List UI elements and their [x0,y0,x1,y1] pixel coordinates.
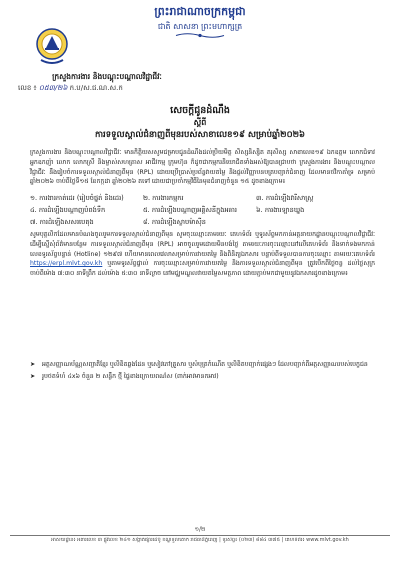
check-bullet-icon: ➤ [30,361,36,368]
notice-subject: ការទទួលស្គាល់ជំនាញពីមុនរបស់សាខាលេខ១៩ សម្រាប់ឆ្នាំ២០២៦ [94,130,306,140]
skill-item: ៨. ការដំឡើងស្លាបម៉ាស៊ីន [143,218,206,226]
reference-handwritten-number: ០៥៣ [38,84,55,92]
notice-title: សេចក្តីជូនដំណឹង [170,105,230,116]
requirement-item [30,372,375,382]
requirement-text: រូបថតទំហំ ៤x៦ ចំនួន ២ សន្លឹក ថ្មី ផ្ទៃខាងក្រោយពណ៌ស (ពាក់អាវមានកអាវ) [42,372,219,380]
registration-link[interactable]: https://erpl.mlvt.gov.kh [30,260,103,268]
registration-paragraph [30,230,375,279]
requirement-item [30,360,375,370]
reference-tail: ក.ប/ស.ជ.ណ.ស.ក [69,84,123,92]
requirements-list [30,360,375,384]
reference-number [18,84,123,94]
registration-text: សូមបុគ្គលិកដែលមានបំណងចូលរួមការទទួលស្គាល់ជំនាញពីមុន សូមចុះឈ្មោះតាមរយៈ គេហទំព័រ ឬទូរស័ព្ទមកកាន់អគ្គនាយកដ្ឋានបណ្តុះបណ្តាលវិជ្ជាជីវៈ ដើម្បីស្នើសុំព័ត៌មានបន្ថែម ការទទួលស្គាល់ជំនាញពីមុន (RPL) អាចចូលរួមដោយមិនបង់ថ្លៃ តាមរយៈការចុះឈ្មោះនៅលើគេហទំព័រ និងទាក់ទងមកកាន់លេខទូរស័ព្ទបន្ទាន់ (Hotline) ១២៩៧ ហើយមានពេលវេលាសម្រាប់ការវាយតម្លៃ និងពិនិត្យឯកសារ បន្ទាប់ពីទទួលបានការចុះឈ្មោះ តាមរយៈគេហទំព័រ [30,231,375,258]
skill-item: ៥. ការដំឡើងបណ្តាញអគ្គិសនីក្នុងអគារ [143,206,238,214]
skill-item: ២. ការងារកម្មករ [143,194,184,202]
reference-label: លេខ ៖ [18,84,37,92]
skills-row [30,204,370,216]
national-motto: ជាតិ សាសនា ព្រះមហាក្សត្រ [157,22,243,31]
intro-paragraph: ក្រសួងការងារ និងបណ្តុះបណ្តាលវិជ្ជាជីវៈ មានកិត្តិយសសូមជម្រាបជូនដំណឹងដល់ប្រិយមិត្ត សិស្សនិស្សិត គរុសិស្ស សាខាលេខ១៩ ឯកឧត្តម លោកជំទាវ អ្នកឧកញ៉ា លោក លោកស្រី និងម្ចាស់សហគ្រាស អាជីវកម្ម ក្រុមហ៊ុន ក៏ដូចជាកម្មករនិយោជិតទាំងអស់ឱ្យបានជ្រាបថា ក្រសួងការងារ និងបណ្តុះបណ្តាលវិជ្ជាជីវៈ នឹងរៀបចំការទទួលស្គាល់ជំនាញពីមុន (RPL) ដោយប្រើប្រាស់ប្រព័ន្ធវាយតម្លៃ និងផ្តល់វិញ្ញាបនបត្របញ្ជាក់ជំនាញ ដែលមានថវិកាគាំទ្រ សម្រាប់ឆ្នាំ២០២៦ ចាប់ពីថ្ងៃទី១៥ ខែកក្កដា ឆ្នាំ២០២៦ តទៅ ដោយជាប្រចាំកម្មវិធីនៃមុខជំនាញចំនួន ១៥ ដូចខាងក្រោម៖ [30,149,375,186]
footer-divider [10,535,390,536]
skill-item: ៦. ការងារឡានឃ្នង [256,206,305,214]
footer-address: អាសយដ្ឋាន៖ អគារលេខ ៣ ផ្លូវលេខ ២៤១ សង្កាត់ផ្សារដេប៉ូ ខណ្ឌទួលគោក រាជធានីភ្នំពេញ | ទូរស័ព្ទ៖ (០២៣) ៨៨៤ ៣៧៥ | គេហទំព័រ៖ www.mlvt.gov.kh [51,537,349,543]
skills-row [30,192,370,204]
registration-text-tail: ឬតាមទូរស័ព្ទផ្ទាល់ ការចុះឈ្មោះសម្រាប់ការវាយតម្លៃ និងការទទួលស្គាល់ជំនាញពីមុន ត្រូវបើកពីថ្ងៃចន្ទ ដល់ថ្ងៃសុក្រ ចាប់ពីម៉ោង ៧:៣០ នាទីព្រឹក ដល់ម៉ោង ៥:៣០ នាទីល្ងាច នៅមជ្ឈមណ្ឌលវាយតម្លៃសមត្ថភាព ដោយភ្ជាប់មកជាមួយនូវឯកសារដូចខាងក្រោម៖ [30,260,376,278]
skill-item: ៧. ការដំឡើងសសរបេតុង [30,218,94,226]
notice-subject-label: ស្តីពី [193,118,207,127]
skill-item: ១. ការងារកាត់ដេរ (រៀបចំផ្នត់ និងដេរ) [30,194,124,202]
reference-handwritten-suffix: /២៦ [54,84,68,92]
page-number: ១/២ [194,526,206,533]
ministry-name: ក្រសួងការងារ និងបណ្តុះបណ្តាលវិជ្ជាជីវៈ [52,72,162,81]
kingdom-title: ព្រះរាជាណាចក្រកម្ពុជា [154,5,246,18]
requirement-text: អត្តសញ្ញាណប័ណ្ណសញ្ជាតិខ្មែរ ឬលិខិតឆ្លងដែន ឬសៀវភៅគ្រួសារ ឬសំបុត្រកំណើត ឬលិខិតបញ្ជាក់ផ្សេងៗ ដែលបញ្ជាក់ពីអត្តសញ្ញាណរបស់បេក្ខជន [42,361,368,368]
divider-ornament-icon [174,32,226,39]
ministry-emblem-icon [33,26,71,70]
check-bullet-icon: ➤ [30,372,36,380]
skill-item: ៣. ការដំឡើងវារីសាស្ត្រ [256,194,314,202]
skills-row [30,216,370,228]
skills-list [30,192,370,228]
skill-item: ៤. ការដំឡើងបណ្តាញបំពង់ទឹក [30,206,106,214]
